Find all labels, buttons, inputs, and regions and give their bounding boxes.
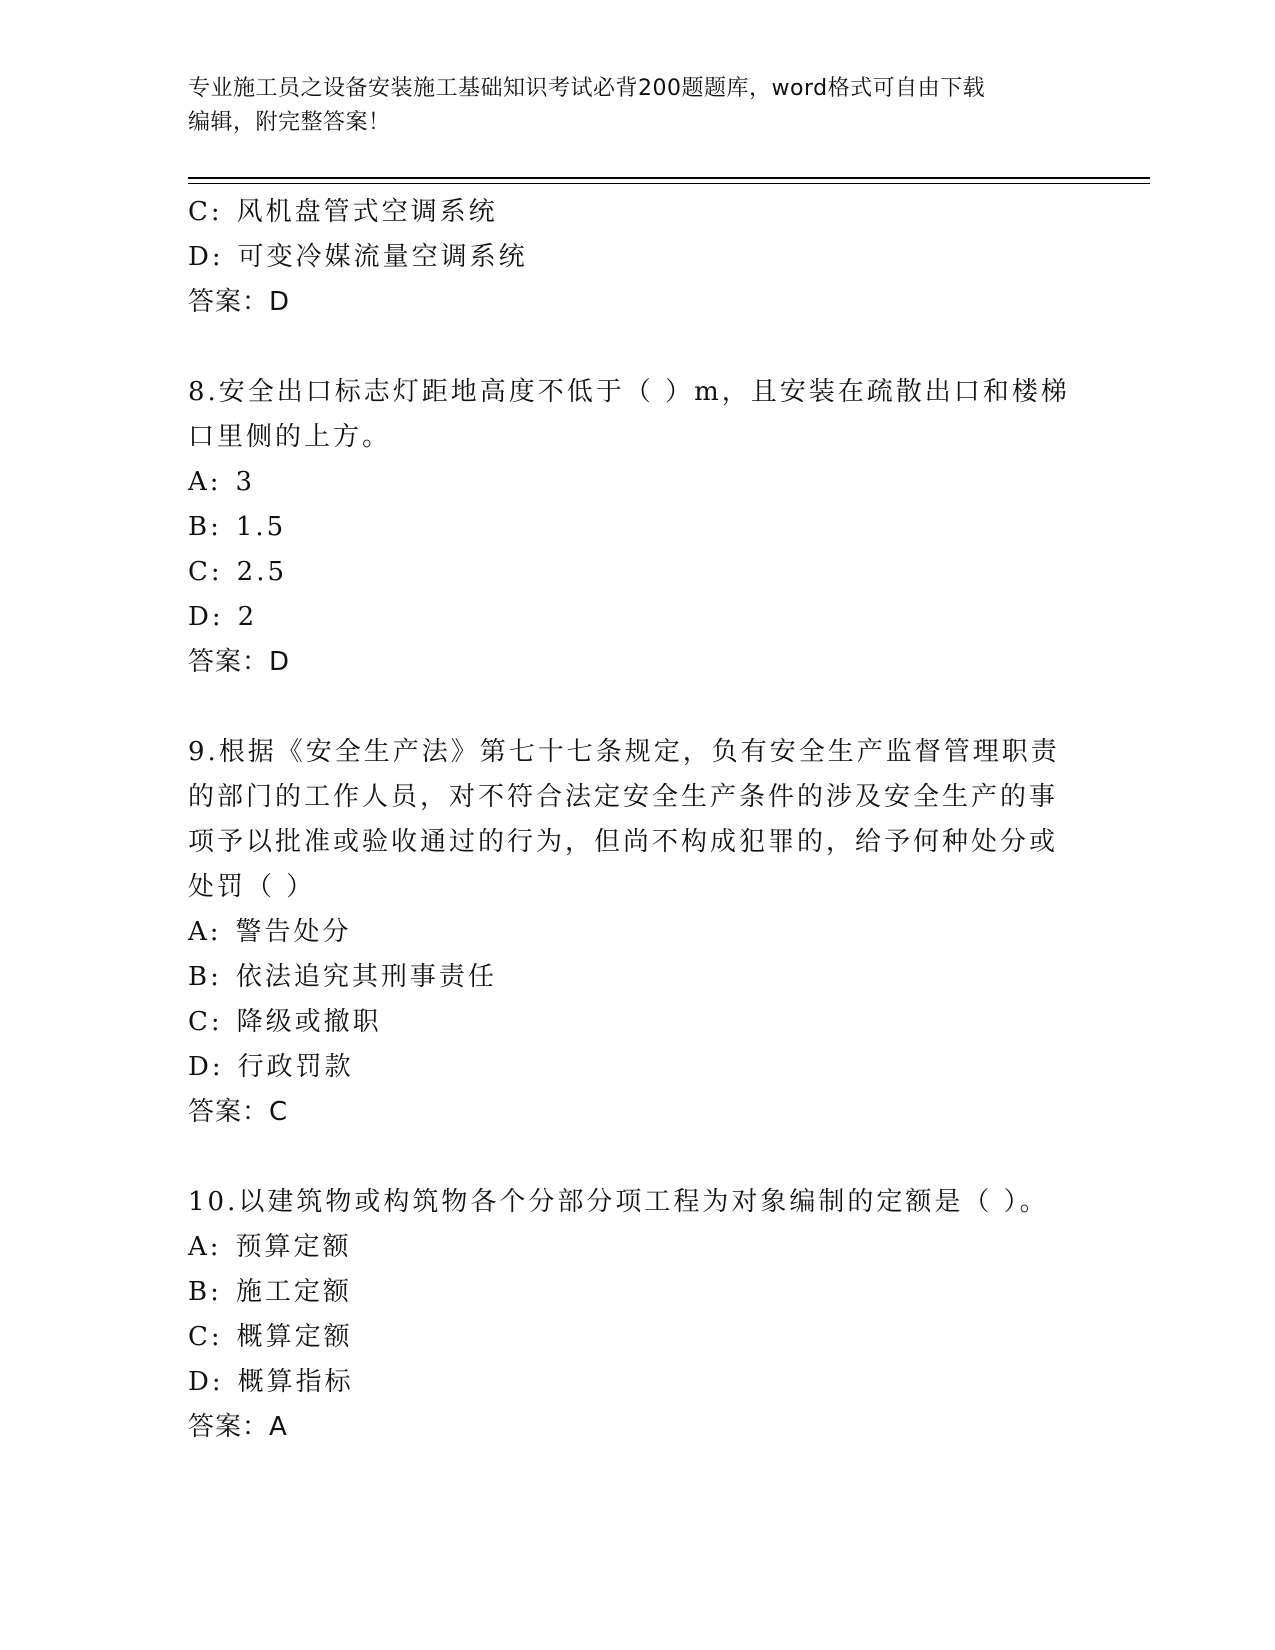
answer-line: 答案：A <box>188 1412 288 1442</box>
header-line-2: 编辑，附完整答案！ <box>188 110 391 135</box>
option-letter: C: <box>188 1007 223 1037</box>
question-text-line: 10.以建筑物或构筑物各个分部分项工程为对象编制的定额是（ ）。 <box>188 1187 1049 1217</box>
option-d <box>188 1360 1068 1405</box>
option-c <box>188 1315 1068 1360</box>
option-letter: C: <box>188 1322 223 1352</box>
option-letter: D: <box>188 1052 224 1082</box>
answer-line: 答案：C <box>188 1097 289 1127</box>
option-letter: D: <box>188 602 224 632</box>
option-text: 降级或撤职 <box>236 1007 382 1037</box>
question-8 <box>188 370 1068 685</box>
question-10 <box>188 1180 1068 1450</box>
option-letter: B: <box>188 962 222 992</box>
option-b <box>188 1270 1068 1315</box>
option-text: 预算定额 <box>235 1232 352 1262</box>
option-c <box>188 1000 1068 1045</box>
option-text: 行政罚款 <box>237 1052 354 1082</box>
option-a <box>188 1225 1068 1270</box>
answer-line: 答案：D <box>188 287 291 317</box>
option-b <box>188 505 1068 550</box>
option-letter: B: <box>188 1277 222 1307</box>
answer-line: 答案：D <box>188 647 291 677</box>
option-letter: D: <box>188 1367 224 1397</box>
question-list <box>188 190 1068 1450</box>
question-text-line: 的部门的工作人员，对不符合法定安全生产条件的涉及安全生产的事 <box>188 782 1059 812</box>
option-letter: A: <box>188 917 222 947</box>
option-d <box>188 235 1068 280</box>
option-letter: B: <box>188 512 222 542</box>
option-b <box>188 955 1068 1000</box>
option-d <box>188 1045 1068 1090</box>
document-header <box>188 72 1068 140</box>
question-text-line: 处罚（ ） <box>188 872 316 902</box>
option-letter: A: <box>188 467 222 497</box>
option-d <box>188 595 1068 640</box>
question-7 <box>188 190 1068 325</box>
question-text-line: 8.安全出口标志灯距地高度不低于（ ）m，且安装在疏散出口和楼梯 <box>188 377 1070 407</box>
header-line-1: 专业施工员之设备安装施工基础知识考试必背200题题库，word格式可自由下载 <box>188 76 986 101</box>
option-text: 警告处分 <box>235 917 352 947</box>
option-c <box>188 550 1068 595</box>
option-text: 可变冷媒流量空调系统 <box>237 242 528 272</box>
option-text: 概算指标 <box>237 1367 354 1397</box>
option-letter: D: <box>188 242 224 272</box>
question-text-line: 项予以批准或验收通过的行为，但尚不构成犯罪的，给予何种处分或 <box>188 827 1059 857</box>
question-9 <box>188 730 1068 1135</box>
option-text: 概算定额 <box>236 1322 353 1352</box>
question-text-line: 9.根据《安全生产法》第七十七条规定，负有安全生产监督管理职责 <box>188 737 1060 767</box>
option-text: 2.5 <box>236 557 288 587</box>
header-divider-thin <box>188 183 1150 184</box>
option-letter: C: <box>188 557 223 587</box>
option-text: 1.5 <box>235 512 287 542</box>
option-text: 3 <box>235 467 256 497</box>
option-text: 风机盘管式空调系统 <box>236 197 498 227</box>
option-a <box>188 910 1068 955</box>
option-a <box>188 460 1068 505</box>
header-divider-thick <box>188 177 1150 179</box>
option-letter: A: <box>188 1232 222 1262</box>
option-text: 2 <box>237 602 258 632</box>
question-text-line: 口里侧的上方。 <box>188 422 392 452</box>
option-letter: C: <box>188 197 223 227</box>
option-c <box>188 190 1068 235</box>
option-text: 施工定额 <box>235 1277 352 1307</box>
option-text: 依法追究其刑事责任 <box>235 962 497 992</box>
